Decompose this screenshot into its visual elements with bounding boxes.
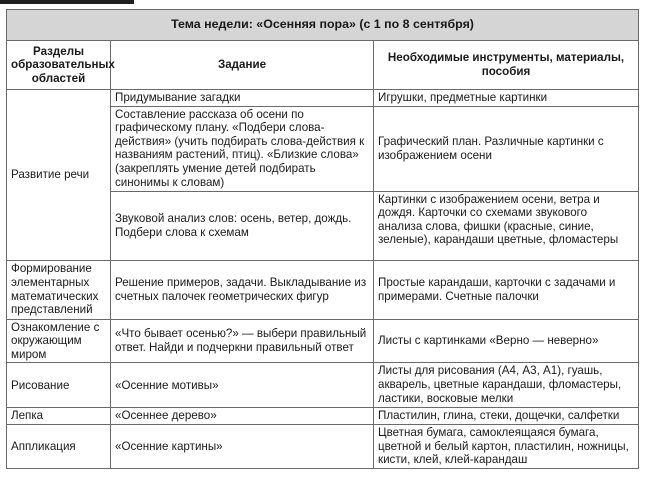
task-cell: «Что бывает осенью?» — выбери правильный ответ. Найди и подчеркни правильный ответ <box>111 319 374 363</box>
materials-cell: Простые карандаши, карточки с задачами и примерами. Счетные палочки <box>374 260 639 319</box>
task-cell: «Осеннее дерево» <box>111 408 374 425</box>
top-bar-decoration <box>0 0 134 4</box>
materials-cell: Листы с картинками «Верно — неверно» <box>374 319 639 363</box>
task-cell: Придумывание загадки <box>111 90 374 107</box>
materials-cell: Картинки с изображением осени, ветра и дождя. Карточки со схемами звукового анализа слова, фишки (красные, синие, зеленые), карандаши цветные, фломастеры <box>374 191 639 260</box>
task-cell: Составление рассказа об осени по графическому плану. «Подбери слова-действия» (учить подбирать слова-действия к названиям растений, птиц). «Близкие слова» (закреплять умение детей подбирать синонимы к словам) <box>111 106 374 191</box>
materials-cell: Игрушки, предметные картинки <box>374 90 639 107</box>
section-speech: Развитие речи <box>7 90 111 261</box>
section-math: Формирование элементарных математических представлений <box>7 260 111 319</box>
header-sections: Разделы образовательных областей <box>7 41 111 90</box>
table-row <box>7 319 639 363</box>
table-row <box>7 90 639 107</box>
header-materials: Необходимые инструменты, материалы, пособия <box>374 41 639 90</box>
materials-cell: Листы для рисования (А4, А3, А1), гуашь, акварель, цветные карандаши, фломастеры, ластики, восковые мелки <box>374 363 639 408</box>
section-world: Ознакомление с окружающим миром <box>7 319 111 363</box>
lesson-plan-table <box>6 9 639 469</box>
task-cell: Решение примеров, задачи. Выкладывание из счетных палочек геометрических фигур <box>111 260 374 319</box>
table-row <box>7 424 639 468</box>
table-row <box>7 363 639 408</box>
materials-cell: Цветная бумага, самоклеящаяся бумага, цветной и белый картон, пластилин, ножницы, кисти, клей, клей-карандаш <box>374 424 639 468</box>
materials-cell: Пластилин, глина, стеки, дощечки, салфетки <box>374 408 639 425</box>
header-row <box>7 41 639 90</box>
title-row <box>7 10 639 41</box>
table-title: Тема недели: «Осенняя пора» (с 1 по 8 сентября) <box>7 10 639 41</box>
task-cell: Звуковой анализ слов: осень, ветер, дождь. Подбери слова к схемам <box>111 191 374 260</box>
table-row <box>7 260 639 319</box>
table-row <box>7 408 639 425</box>
section-drawing: Рисование <box>7 363 111 408</box>
materials-cell: Графический план. Различные картинки с изображением осени <box>374 106 639 191</box>
header-task: Задание <box>111 41 374 90</box>
section-modeling: Лепка <box>7 408 111 425</box>
task-cell: «Осенние картины» <box>111 424 374 468</box>
section-applique: Аппликация <box>7 424 111 468</box>
task-cell: «Осенние мотивы» <box>111 363 374 408</box>
